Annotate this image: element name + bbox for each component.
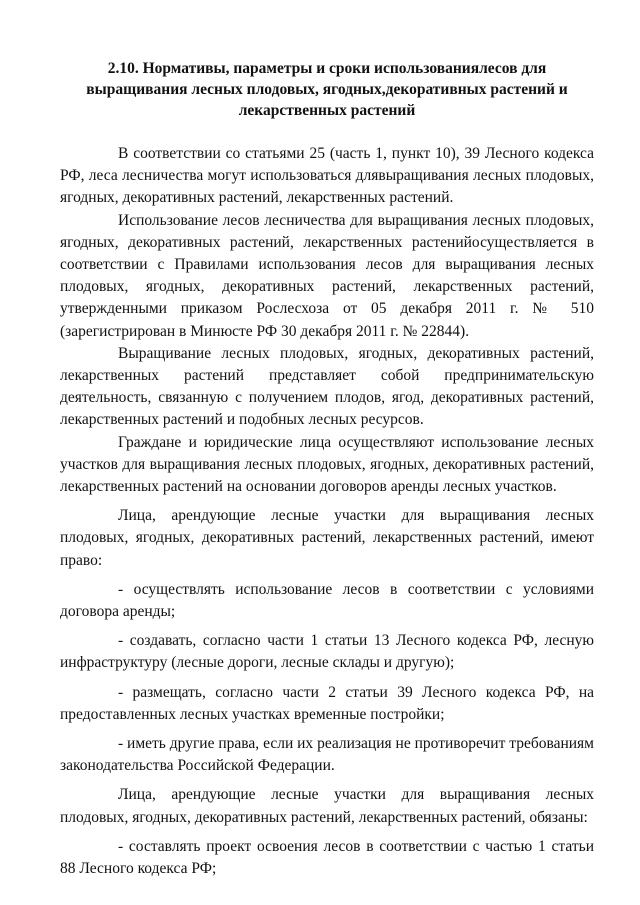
list-item-right-3: - размещать, согласно части 2 статьи 39 Лесного кодекса РФ, на предоставленных лесных участках временные постройки; (60, 683, 594, 723)
paragraph-rules: Использование лесов лесничества для выращивания лесных плодовых, ягодных, декоративных растений, лекарственных растенийосуществляется в соответствии с Правилами использования лесов для выращивания лесных плодовых, ягодных, декоративных растений, лекарственных растений, утвержденными приказом Рослесхоза от 05 декабря 2011 г. № 510 (зарегистрирован в Минюсте РФ 30 декабря 2011 г. № 22844). (60, 211, 594, 340)
paragraph-rights-intro: Лица, арендующие лесные участки для выращивания лесных плодовых, ягодных, декоративных растений, лекарственных растений, имеют право: (60, 507, 594, 569)
list-item-duty-1: - составлять проект освоения лесов в соответствии с частью 1 статьи 88 Лесного кодекса РФ; (60, 837, 594, 878)
paragraph-lease-basis: Граждане и юридические лица осуществляют использование лесных участков для выращивания лесных плодовых, ягодных, декоративных растений, лекарственных растений на основании договоров аренды лесных участков. (60, 433, 594, 496)
list-item-right-1: - осуществлять использование лесов в соответствии с условиями договора аренды; (60, 580, 594, 621)
list-item-right-2: - создавать, согласно части 1 статьи 13 Лесного кодекса РФ, лесную инфраструктуру (лесные дороги, лесные склады и другую); (60, 632, 594, 672)
paragraph-duties-intro: Лица, арендующие лесные участки для выращивания лесных плодовых, ягодных, декоративных растений, лекарственных растений, обязаны: (60, 786, 594, 826)
document-page (60, 58, 594, 880)
list-item-right-4: - иметь другие права, если их реализация не противоречит требованиям законодательства Российской Федерации. (60, 735, 594, 775)
paragraph-legal-basis: В соответствии со статьями 25 (часть 1, пункт 10), 39 Лесного кодекса РФ, леса лесничества могут использоваться длявыращивания лесных плодовых, ягодных, декоративных растений, лекарственных растений. (60, 145, 594, 207)
paragraph-definition: Выращивание лесных плодовых, ягодных, декоративных растений, лекарственных растений представляет собой предпринимательскую деятельность, связанную с получением плодов, ягод, декоративных растений, лекарственных растений и подобных лесных ресурсов. (60, 344, 594, 429)
section-heading: 2.10. Нормативы, параметры и сроки использованиялесов для выращивания лесных плодовых, ягодных,декоративных растений и лекарственных растений (86, 60, 568, 119)
